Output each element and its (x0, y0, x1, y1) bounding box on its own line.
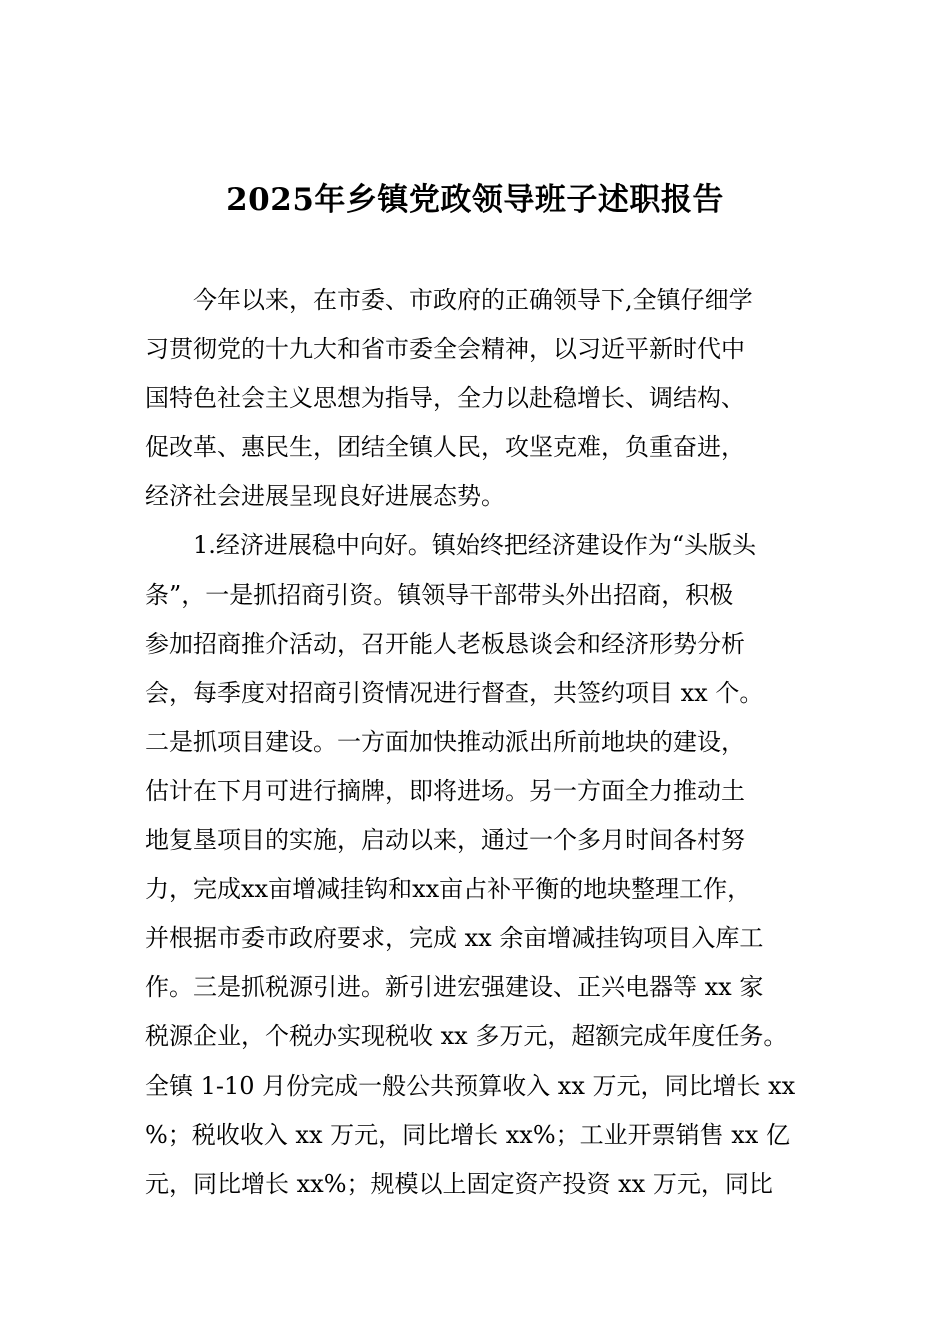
paragraph-2-line-10: 作。三是抓税源引进。新引进宏强建设、正兴电器等 xx 家 (145, 973, 764, 1002)
paragraph-2-line-4: 会，每季度对招商引资情况进行督查，共签约项目 xx 个。 (145, 678, 764, 707)
paragraph-1-line-1: 今年以来，在市委、市政府的正确领导下,全镇仔细学 (193, 286, 753, 314)
document-body (145, 280, 825, 1213)
paragraph-2-line-7: 地复垦项目的实施，启动以来，通过一个多月时间各村努 (145, 826, 745, 855)
paragraph-1-line-3: 国特色社会主义思想为指导，全力以赴稳增长、调结构、 (145, 384, 745, 413)
paragraph-2-line-1: 1.经济进展稳中向好。镇始终把经济建设作为“头版头 (193, 531, 757, 560)
paragraph-2-line-5: 二是抓项目建设。一方面加快推动派出所前地块的建设， (145, 727, 745, 756)
paragraph-2-line-6: 估计在下月可进行摘牌，即将进场。另一方面全力推动土 (145, 776, 745, 805)
paragraph-2-line-3: 参加招商推介活动，召开能人老板恳谈会和经济形势分析 (145, 629, 745, 658)
paragraph-2-line-11: 税源企业，个税办实现税收 xx 多万元，超额完成年度任务。 (145, 1022, 788, 1051)
paragraph-1-line-4: 促改革、惠民生，团结全镇人民，攻坚克难，负重奋进， (145, 433, 745, 462)
paragraph-2-line-9: 并根据市委市政府要求，完成 xx 余亩增减挂钩项目入库工 (145, 924, 764, 953)
paragraph-2-line-14: 元，同比增长 xx%；规模以上固定资产投资 xx 万元，同比 (145, 1169, 773, 1198)
document-title: 2025年乡镇党政领导班子述职报告 (226, 182, 724, 218)
paragraph-1-line-2: 习贯彻党的十九大和省市委全会精神，以习近平新时代中 (145, 335, 745, 364)
paragraph-2-line-8: 力，完成xx亩增减挂钩和xx亩占补平衡的地块整理工作， (145, 875, 752, 904)
paragraph-1-line-5: 经济社会进展呈现良好进展态势。 (145, 482, 505, 511)
paragraph-2-line-13: %；税收收入 xx 万元，同比增长 xx%；工业开票销售 xx 亿 (145, 1120, 790, 1149)
paragraph-2-line-2: 条”，一是抓招商引资。镇领导干部带头外出招商，积极 (145, 580, 734, 609)
paragraph-2-line-12: 全镇 1-10 月份完成一般公共预算收入 xx 万元，同比增长 xx (145, 1071, 796, 1100)
